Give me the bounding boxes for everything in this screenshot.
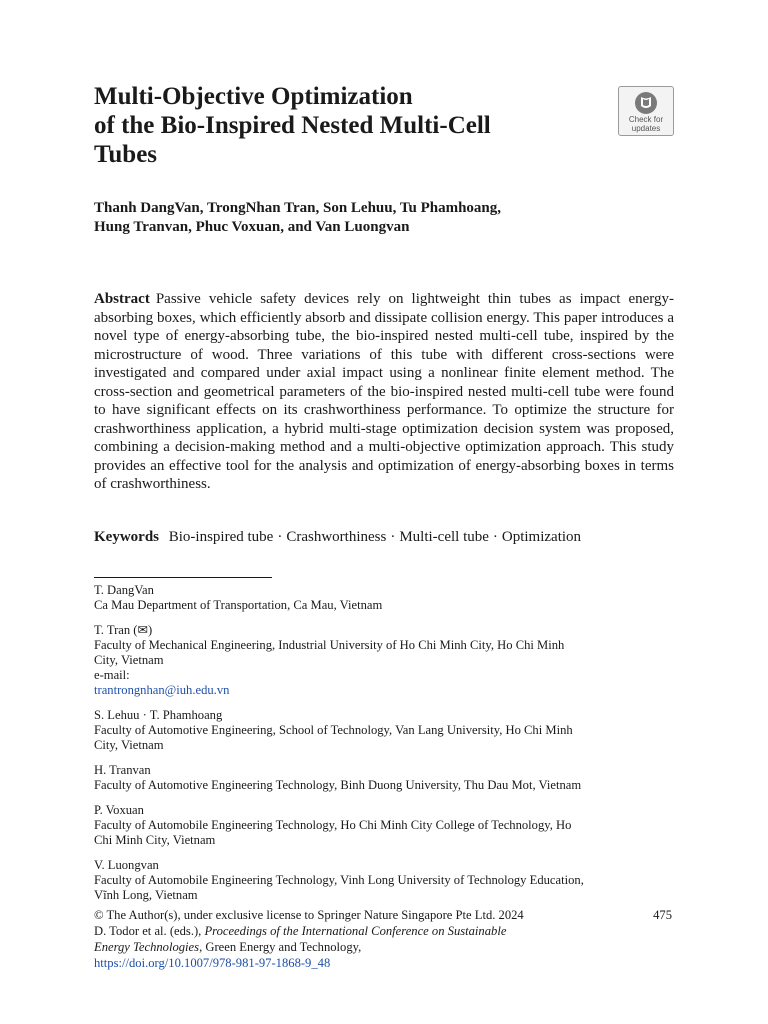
paper-title-line: Tubes [94, 141, 158, 168]
affiliation [94, 763, 674, 793]
badge-label: updates [631, 124, 661, 133]
affiliation-line: City, Vietnam [94, 653, 164, 667]
keyword-separator: · [390, 529, 396, 545]
keyword-separator: · [277, 529, 283, 545]
affiliation [94, 803, 674, 848]
affiliation-name: T. Tran (✉) [94, 623, 153, 637]
affiliation-name: P. Voxuan [94, 803, 144, 817]
affiliations [94, 583, 674, 913]
proceedings-title: Energy Technologies [94, 940, 200, 954]
affiliation-name: T. DangVan [94, 583, 154, 597]
email-line [94, 668, 674, 698]
affiliation-line: Ca Mau Department of Transportation, Ca Mau, Vietnam [94, 598, 383, 612]
affiliation-line: Faculty of Automotive Engineering, School of Technology, Van Lang University, Ho Chi Minh [94, 723, 573, 737]
affiliation-line: Vĩnh Long, Vietnam [94, 888, 198, 902]
author-line: Hung Tranvan, Phuc Voxuan, and Van Luongvan [94, 219, 410, 235]
abstract-label: Abstract [94, 291, 150, 307]
page-footer [94, 907, 674, 971]
paper-title-line: Multi-Objective Optimization [94, 83, 413, 110]
footnote-divider [94, 577, 272, 578]
doi-link[interactable]: https://doi.org/10.1007/978-981-97-1868-9_48 [94, 956, 331, 970]
series-name: , Green Energy and Technology, [199, 940, 362, 954]
affiliation-line: City, Vietnam [94, 738, 164, 752]
citation-line [94, 939, 674, 955]
affiliation [94, 583, 674, 613]
affiliation [94, 708, 674, 753]
affiliation-name: H. Tranvan [94, 763, 151, 777]
abstract [94, 290, 674, 494]
copyright-notice: © The Author(s), under exclusive license to Springer Nature Singapore Pte Ltd. 2024 [94, 908, 524, 922]
paper-title-line: of the Bio-Inspired Nested Multi-Cell [94, 112, 491, 139]
citation-editors: D. Todor et al. (eds.), [94, 924, 205, 938]
keyword: Bio-inspired tube [168, 529, 274, 545]
keyword-separator: · [492, 529, 498, 545]
affiliation-name: S. Lehuu · T. Phamhoang [94, 708, 223, 722]
affiliation-line: Chi Minh City, Vietnam [94, 833, 216, 847]
page-number: 475 [653, 908, 672, 922]
affiliation-name: V. Luongvan [94, 858, 159, 872]
email-link[interactable]: trantrongnhan@iuh.edu.vn [94, 683, 230, 697]
keyword: Crashworthiness [286, 529, 387, 545]
author-line: Thanh DangVan, TrongNhan Tran, Son Lehuu, Tu Phamhoang, [94, 200, 501, 216]
citation-line [94, 923, 674, 939]
check-for-updates-badge[interactable] [618, 86, 674, 136]
email-label: e-mail: [94, 668, 130, 682]
keyword: Optimization [501, 529, 582, 545]
keywords-label: Keywords [94, 529, 159, 545]
affiliation-line: Faculty of Automotive Engineering Technology, Binh Duong University, Thu Dau Mot, Vietnam [94, 778, 582, 792]
proceedings-title: Proceedings of the International Conference on Sustainable [204, 924, 507, 938]
affiliation-line: Faculty of Automobile Engineering Technology, Ho Chi Minh City College of Technology, Ho [94, 818, 572, 832]
affiliation [94, 858, 674, 903]
paper-title [94, 82, 574, 169]
badge-label: Check for [628, 115, 664, 124]
affiliation-line: Faculty of Automobile Engineering Technology, Vinh Long University of Technology Education, [94, 873, 584, 887]
author-list [94, 199, 674, 237]
keyword: Multi-cell tube [399, 529, 489, 545]
affiliation-line: Faculty of Mechanical Engineering, Industrial University of Ho Chi Minh City, Ho Chi Minh [94, 638, 565, 652]
check-for-updates-icon [633, 91, 659, 115]
keywords [94, 528, 674, 547]
abstract-text: Passive vehicle safety devices rely on lightweight thin tubes as impact energy-absorbing boxes, which efficiently absorb and dissipate collision energy. This paper introduces a novel type of energy-absorbing tube, the bio-inspired nested multi-cell tube, inspired by the microstructure of wood. Three variations of this tube with different cross-sections were investigated and compared under axial impact using a nonlinear finite element method. The cross-section and geometrical parameters of the bio-inspired nested multi-cell tube were found to have significant effects on its crashworthiness performance. To optimize the structure for crashworthiness application, a hybrid multi-stage optimization decision system was proposed, combining a decision-making method and a multi-objective optimization approach. This study provides an effective tool for the analysis and optimization of energy-absorbing boxes in terms of crashworthiness. [94, 291, 674, 492]
affiliation [94, 623, 674, 698]
